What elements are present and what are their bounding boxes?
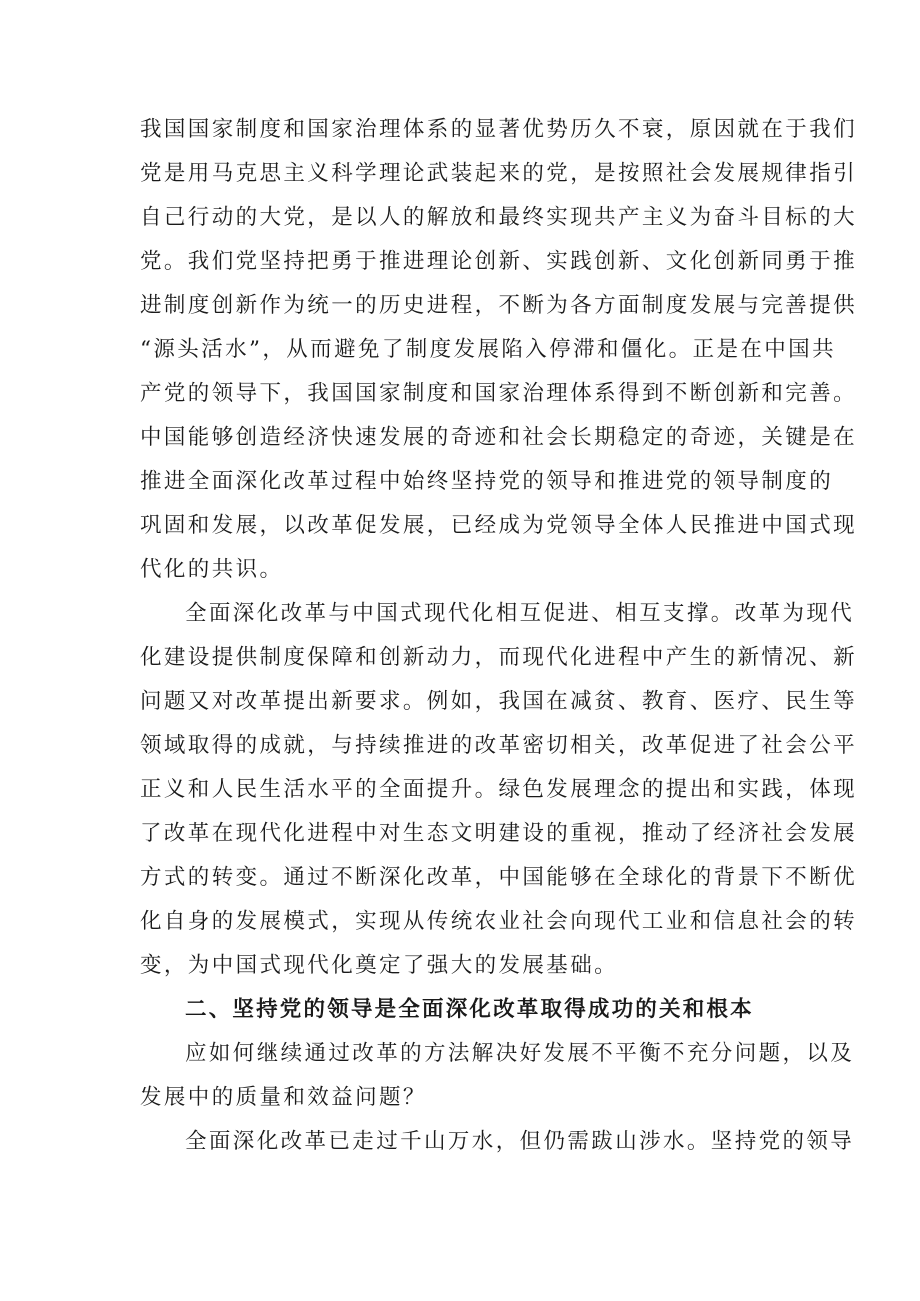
paragraph-1-line-1: 我国国家制度和国家治理体系的显著优势历久不衰，原因就在于我们: [140, 117, 858, 142]
paragraph-2-line-2: 化建设提供制度保障和创新动力，而现代化进程中产生的新情况、新: [140, 645, 858, 670]
paragraph-2-line-9: 变，为中国式现代化奠定了强大的发展基础。: [140, 953, 619, 978]
paragraph-1-line-11: 代化的共识。: [140, 557, 284, 582]
paragraph-2-line-8: 化自身的发展模式，实现从传统农业社会向现代工业和信息社会的转: [140, 909, 858, 934]
paragraph-1-line-10: 巩固和发展，以改革促发展，已经成为党领导全体人民推进中国式现: [140, 513, 858, 538]
paragraph-2-line-3: 问题又对改革提出新要求。例如，我国在减贫、教育、医疗、民生等: [140, 689, 858, 714]
paragraph-1-line-5: 进制度创新作为统一的历史进程，不断为各方面制度发展与完善提供: [140, 293, 858, 318]
paragraph-1-line-7: 产党的领导下，我国国家制度和国家治理体系得到不断创新和完善。: [140, 381, 858, 406]
paragraph-3-line-2: 发展中的质量和效益问题？: [140, 1085, 427, 1110]
paragraph-1-line-3: 自己行动的大党，是以人的解放和最终实现共产主义为奋斗目标的大: [140, 205, 858, 230]
paragraph-2-line-1: 全面深化改革与中国式现代化相互促进、相互支撑。改革为现代: [185, 601, 855, 626]
paragraph-1-line-9: 推进全面深化改革过程中始终坚持党的领导和推进党的领导制度的: [140, 469, 834, 494]
paragraph-2-line-6: 了改革在现代化进程中对生态文明建设的重视，推动了经济社会发展: [140, 821, 858, 846]
paragraph-2-line-4: 领域取得的成就，与持续推进的改革密切相关，改革促进了社会公平: [140, 733, 858, 758]
paragraph-1-line-4: 党。我们党坚持把勇于推进理论创新、实践创新、文化创新同勇于推: [140, 249, 858, 274]
paragraph-1-line-8: 中国能够创造经济快速发展的奇迹和社会长期稳定的奇迹，关键是在: [140, 425, 858, 450]
paragraph-1-line-2: 党是用马克思主义科学理论武装起来的党，是按照社会发展规律指引: [140, 161, 858, 186]
paragraph-2-line-7: 方式的转变。通过不断深化改革，中国能够在全球化的背景下不断优: [140, 865, 858, 890]
paragraph-3-line-1: 应如何继续通过改革的方法解决好发展不平衡不充分问题，以及: [185, 1041, 855, 1066]
paragraph-1-line-6: “源头活水”，从而避免了制度发展陷入停滞和僵化。正是在中国共: [140, 337, 836, 362]
paragraph-2-line-5: 正义和人民生活水平的全面提升。绿色发展理念的提出和实践，体现: [140, 777, 858, 802]
section-heading: 二、坚持党的领导是全面深化改革取得成功的关和根本: [185, 997, 754, 1022]
paragraph-4-line-1: 全面深化改革已走过千山万水，但仍需跋山涉水。坚持党的领导: [185, 1129, 855, 1154]
